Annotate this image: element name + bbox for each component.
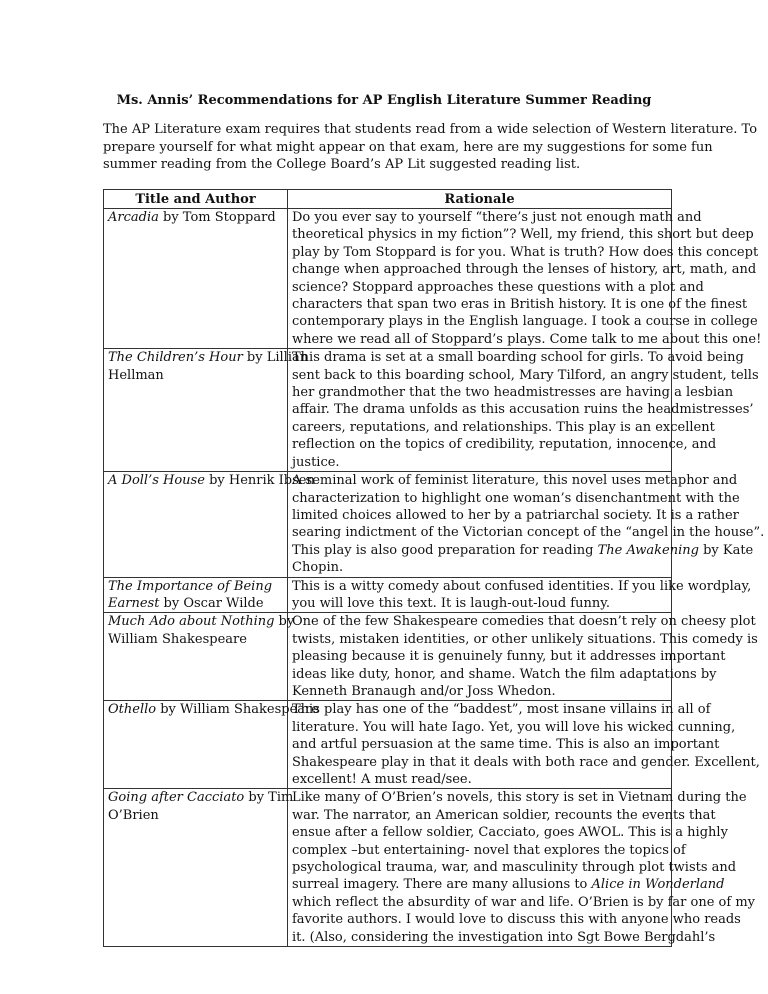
author-text: by Lillian [242,350,309,366]
rationale-line [292,789,747,806]
work-title: Earnest [108,595,160,611]
rationale-text: A seminal work of feminist literature, this novel uses metaphor and [292,473,738,489]
rationale-line [292,244,759,261]
author-text: by William Shakespeare [156,702,319,718]
rationale-text: it. (Also, considering the investigation into Sgt Bowe Bergdahl’s [292,929,716,945]
rationale-cell [288,789,755,947]
work-title: A Doll’s House [108,473,205,489]
rationale-text: This drama is set at a small boarding school for girls. To avoid being [292,350,744,366]
rationale-line [292,367,759,384]
author-text: by Henrik Ibsen [204,473,315,489]
rationale-text: characters that span two eras in British history. It is one of the finest [292,297,748,313]
rationale-line [292,261,757,278]
work-title: Going after Cacciato [108,790,245,806]
rationale-text: searing indictment of the Victorian concept of the “angel in the house”. [292,525,765,541]
rationale-text: Like many of O’Brien’s novels, this story is set in Vietnam during the [292,790,747,806]
rationale-text: literature. You will hate Iago. Yet, you will love his wicked cunning, [292,719,736,735]
rationale-line [292,279,704,296]
rationale-cell [288,349,759,472]
rationale-cell [288,701,760,789]
rationale-line [292,701,711,718]
rationale-line [292,490,740,507]
reading-list-table [103,189,765,947]
rationale-text: and artful persuasion at the same time. This is also an important [292,737,720,753]
rationale-line [292,824,728,841]
rationale-text: characterization to highlight one woman’s disenchantment with the [292,490,740,506]
table-row [104,577,672,613]
rationale-line [292,771,667,788]
rationale-text: excellent! A must read/see. [292,772,472,787]
author-text: by [274,614,295,630]
rationale-text: change when approached through the lenses of history, art, math, and [292,262,757,278]
table-row [104,209,672,349]
rationale-line [292,683,667,700]
referenced-work-title: Alice in Wonderland [591,877,725,893]
rationale-line [292,209,702,226]
rationale-cell [288,577,752,613]
author-text: by Oscar Wilde [159,595,264,611]
title-author-line [108,578,283,595]
rationale-text: Shakespeare play in that it deals with both race and gender. Excellent, [292,754,760,770]
rationale-text: limited choices allowed to her by a patriarchal society. It is a rather [292,507,739,523]
rationale-line [292,754,760,771]
rationale-line [292,648,726,665]
rationale-text: One of the few Shakespeare comedies that doesn’t rely on cheesy plot [292,614,756,630]
table-row [104,613,672,701]
rationale-text: Do you ever say to yourself “there’s just not enough math and [292,210,702,225]
rationale-line [292,524,765,541]
rationale-text: war. The narrator, an American soldier, recounts the events that [292,807,716,823]
author-text: Hellman [108,367,164,383]
rationale-line [292,384,734,401]
rationale-line [292,559,667,576]
rationale-line [292,578,752,595]
title-author-line [108,209,283,226]
rationale-cell [288,472,765,577]
work-title: The Importance of Being [108,578,273,594]
rationale-text: reflection on the topics of credibility, reputation, innocence, and [292,437,717,453]
rationale-text: complex –but entertaining- novel that explores the topics of [292,842,686,858]
title-author-line [108,595,283,612]
rationale-text: careers, reputations, and relationships. This play is an excellent [292,419,715,435]
rationale-text: Chopin. [292,560,344,576]
work-title: The Children’s Hour [108,350,243,366]
title-author-line [108,472,315,489]
rationale-text: psychological trauma, war, and masculinity through plot twists and [292,860,737,876]
title-author-cell [104,472,315,577]
work-title: Much Ado about Nothing [108,614,275,630]
rationale-text: play by Tom Stoppard is for you. What is truth? How does this concept [292,244,759,260]
rationale-line [292,436,717,453]
title-author-line [108,613,295,630]
rationale-line [292,419,715,436]
rationale-line [292,719,736,736]
title-author-line [108,701,319,718]
document-title: Ms. Annis’ Recommendations for AP English Literature Summer Reading [116,93,652,108]
title-author-line [108,367,283,384]
rationale-text: her grandmother that the two headmistresses are having a lesbian [292,385,734,401]
rationale-text: by Kate [698,542,754,558]
rationale-cell [288,613,758,701]
author-text: by Tim [244,790,294,806]
rationale-text: affair. The drama unfolds as this accusation ruins the headmistresses’ [292,402,754,418]
title-author-cell [104,701,319,789]
intro-line: prepare yourself for what might appear on that exam, here are my suggestions for some fun [103,139,713,155]
rationale-text: contemporary plays in the English language. I took a course in college [292,314,758,330]
table-row [104,472,672,577]
rationale-text: where we read all of Stoppard’s plays. Come talk to me about this one! [292,331,762,347]
title-author-cell [104,613,295,701]
rationale-line [292,736,720,753]
rationale-line [292,472,738,489]
rationale-line [292,313,758,330]
rationale-cell [288,209,762,349]
rationale-text: pleasing because it is genuinely funny, but it addresses important [292,649,726,665]
intro-line: The AP Literature exam requires that students read from a wide selection of Western literature. To [103,122,758,137]
table-body [104,209,765,947]
rationale-text: twists, mistaken identities, or other unlikely situations. This comedy is [292,631,758,647]
rationale-text: ideas like duty, honor, and shame. Watch the film adaptations by [292,666,717,682]
rationale-text: justice. [292,454,340,470]
rationale-line [292,631,758,648]
rationale-line [292,542,754,559]
table-row [104,349,672,472]
author-text: O’Brien [108,807,159,823]
rationale-text: sent back to this boarding school, Mary Tilford, an angry student, tells [292,367,759,383]
rationale-text: This play is also good preparation for reading [292,542,598,558]
rationale-text: ensue after a fellow soldier, Cacciato, goes AWOL. This is a highly [292,825,728,841]
rationale-text: you will love this text. It is laugh-out-loud funny. [292,595,610,611]
rationale-text: science? Stoppard approaches these questions with a plot and [292,279,704,295]
title-author-line [108,349,309,366]
title-author-line [108,789,294,806]
rationale-line [292,842,686,859]
rationale-line [292,911,741,928]
header-rationale: Rationale [288,190,672,209]
title-author-cell [104,349,309,472]
rationale-line [292,595,667,612]
referenced-work-title: The Awakening [597,542,699,558]
rationale-line [292,401,754,418]
rationale-text: which reflect the absurdity of war and life. O’Brien is by far one of my [292,894,755,910]
rationale-text: This play has one of the “baddest”, most insane villains in all of [292,702,711,718]
rationale-line [292,894,755,911]
title-author-cell [104,577,288,613]
author-text: by Tom Stoppard [158,210,276,225]
title-author-line [108,807,283,824]
rationale-line [292,666,717,683]
title-author-line [108,631,283,648]
intro-line: summer reading from the College Board’s AP Lit suggested reading list. [103,157,581,172]
rationale-line [292,331,762,348]
work-title: Othello [108,702,157,718]
table-header-row [104,190,672,209]
rationale-text: Kenneth Branaugh and/or Joss Whedon. [292,683,556,699]
rationale-line [292,929,716,946]
author-text: William Shakespeare [108,631,247,647]
rationale-line [292,507,739,524]
table-row [104,701,672,789]
rationale-line [292,349,744,366]
rationale-text: favorite authors. I would love to discuss this with anyone who reads [292,912,741,928]
table-row [104,789,672,947]
rationale-line [292,807,716,824]
rationale-line [292,876,725,893]
header-title-author: Title and Author [104,190,288,209]
intro-paragraph [103,121,758,174]
rationale-line [292,454,667,471]
title-author-cell [104,209,288,349]
rationale-line [292,296,748,313]
rationale-line [292,226,754,243]
rationale-line [292,859,737,876]
rationale-text: theoretical physics in my fiction”? Well, my friend, this short but deep [292,227,754,243]
title-author-cell [104,789,294,947]
rationale-text: This is a witty comedy about confused identities. If you like wordplay, [292,578,752,594]
rationale-line [292,613,756,630]
rationale-text: surreal imagery. There are many allusions to [292,877,592,893]
work-title: Arcadia [108,210,159,225]
